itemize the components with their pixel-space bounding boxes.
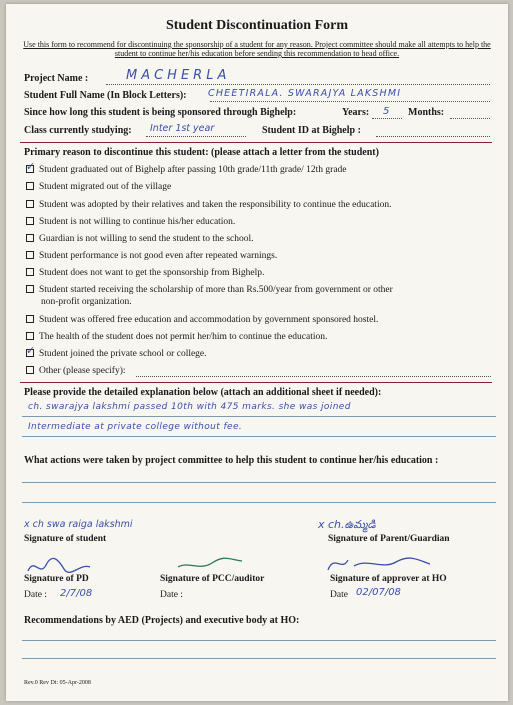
divider bbox=[20, 142, 492, 143]
reason-item[interactable]: Student was adopted by their relatives and taken the responsibility to continue the education. bbox=[26, 200, 391, 210]
student-name-line bbox=[210, 101, 490, 102]
months-line bbox=[450, 118, 490, 119]
reason-item[interactable]: ✓Student joined the private school or college. bbox=[26, 349, 207, 359]
explanation-line-2[interactable]: Intermediate at private college without fee. bbox=[28, 422, 243, 432]
student-signature-label: Signature of student bbox=[24, 534, 107, 544]
sponsored-since-label: Since how long this student is being sponsored through Bighelp: bbox=[24, 107, 297, 118]
reason-item[interactable]: ✓Student graduated out of Bighelp after passing 10th grade/11th grade/ 12th grade bbox=[26, 165, 347, 175]
class-value[interactable]: Inter 1st year bbox=[150, 123, 215, 134]
class-line bbox=[146, 136, 246, 137]
reason-item[interactable]: Student was offered free education and accommodation by government sponsored hostel. bbox=[26, 315, 378, 325]
form-sheet bbox=[6, 4, 508, 701]
student-name-label: Student Full Name (In Block Letters): bbox=[24, 90, 187, 101]
checkbox[interactable] bbox=[26, 182, 34, 190]
reason-item[interactable]: Student is not willing to continue his/her education. bbox=[26, 217, 235, 227]
reason-item[interactable]: Student started receiving the scholarship of more than Rs.500/year from government or other bbox=[26, 285, 393, 295]
student-signature-handwriting[interactable]: x ch swa raiga lakshmi bbox=[24, 519, 133, 530]
project-name-line bbox=[106, 84, 490, 85]
checkbox[interactable] bbox=[26, 268, 34, 276]
pd-date-value[interactable]: 2/7/08 bbox=[60, 588, 93, 599]
class-label: Class currently studying: bbox=[24, 125, 132, 136]
pd-date-label: Date : bbox=[24, 590, 47, 600]
checkbox[interactable] bbox=[26, 200, 34, 208]
approver-signature-label: Signature of approver at HO bbox=[330, 574, 447, 584]
reason-item[interactable]: Student migrated out of the village bbox=[26, 182, 171, 192]
checkbox[interactable] bbox=[26, 251, 34, 259]
pd-signature-label: Signature of PD bbox=[24, 574, 89, 584]
years-label: Years: bbox=[342, 107, 370, 118]
explanation-line-1[interactable]: ch. swarajya lakshmi passed 10th with 475 marks. she was joined bbox=[28, 402, 351, 412]
months-label: Months: bbox=[408, 107, 445, 118]
project-name-value[interactable]: MACHERLA bbox=[126, 68, 231, 83]
explanation-rule bbox=[22, 416, 496, 417]
approver-date-value[interactable]: 02/07/08 bbox=[356, 587, 401, 598]
checkbox[interactable] bbox=[26, 366, 34, 374]
recommendations-prompt: Recommendations by AED (Projects) and executive body at HO: bbox=[24, 615, 300, 626]
checkbox[interactable] bbox=[26, 165, 34, 173]
reason-item[interactable]: Student does not want to get the sponsorship from Bighelp. bbox=[26, 268, 264, 278]
approver-date-label: Date bbox=[330, 590, 348, 600]
project-name-label: Project Name : bbox=[24, 73, 89, 84]
explanation-rule bbox=[22, 436, 496, 437]
recommendations-rule bbox=[22, 658, 496, 659]
explanation-prompt: Please provide the detailed explanation below (attach an additional sheet if needed): bbox=[24, 387, 382, 398]
actions-rule bbox=[22, 502, 496, 503]
years-line bbox=[372, 118, 402, 119]
reason-item[interactable]: Student performance is not good even after repeated warnings. bbox=[26, 251, 277, 261]
form-intro: Use this form to recommend for discontinuing the sponsorship of a student for any reason. Project committee should make all attempts to help the student to continue her/his education before sending this recommendation to head office. bbox=[23, 40, 491, 58]
checkbox[interactable] bbox=[26, 234, 34, 242]
reason-item[interactable]: The health of the student does not permit her/him to continue the education. bbox=[26, 332, 327, 342]
reasons-heading: Primary reason to discontinue this student: (please attach a letter from the student) bbox=[24, 147, 379, 158]
pcc-signature-scribble bbox=[176, 553, 246, 575]
reason-item-continuation: non-profit organization. bbox=[41, 297, 132, 307]
actions-prompt: What actions were taken by project committee to help this student to continue her/his education : bbox=[24, 455, 439, 466]
checkbox[interactable] bbox=[26, 315, 34, 323]
form-title: Student Discontinuation Form bbox=[165, 18, 349, 33]
years-value[interactable]: 5 bbox=[383, 106, 390, 117]
approver-signature-scribble bbox=[324, 552, 434, 576]
student-name-value[interactable]: CHEETIRALA. SWARAJYA LAKSHMI bbox=[208, 88, 402, 99]
parent-signature-label: Signature of Parent/Guardian bbox=[328, 534, 450, 544]
checkbox[interactable] bbox=[26, 349, 34, 357]
checkbox[interactable] bbox=[26, 332, 34, 340]
student-id-label: Student ID at Bighelp : bbox=[262, 125, 361, 136]
parent-signature-handwriting[interactable]: x ch.ఉమ్మడి bbox=[318, 518, 376, 531]
divider bbox=[20, 382, 492, 383]
recommendations-rule bbox=[22, 640, 496, 641]
pcc-date-label: Date : bbox=[160, 590, 183, 600]
pcc-signature-label: Signature of PCC/auditor bbox=[160, 574, 265, 584]
checkbox[interactable] bbox=[26, 217, 34, 225]
student-id-line bbox=[376, 136, 490, 137]
checkbox[interactable] bbox=[26, 285, 34, 293]
actions-rule bbox=[22, 482, 496, 483]
other-specify-line bbox=[136, 376, 491, 377]
reason-item[interactable]: Other (please specify): bbox=[26, 366, 126, 376]
reason-item[interactable]: Guardian is not willing to send the student to the school. bbox=[26, 234, 254, 244]
footer-revision: Rev.0 Rev Dt: 05-Apr-2008 bbox=[24, 680, 91, 686]
